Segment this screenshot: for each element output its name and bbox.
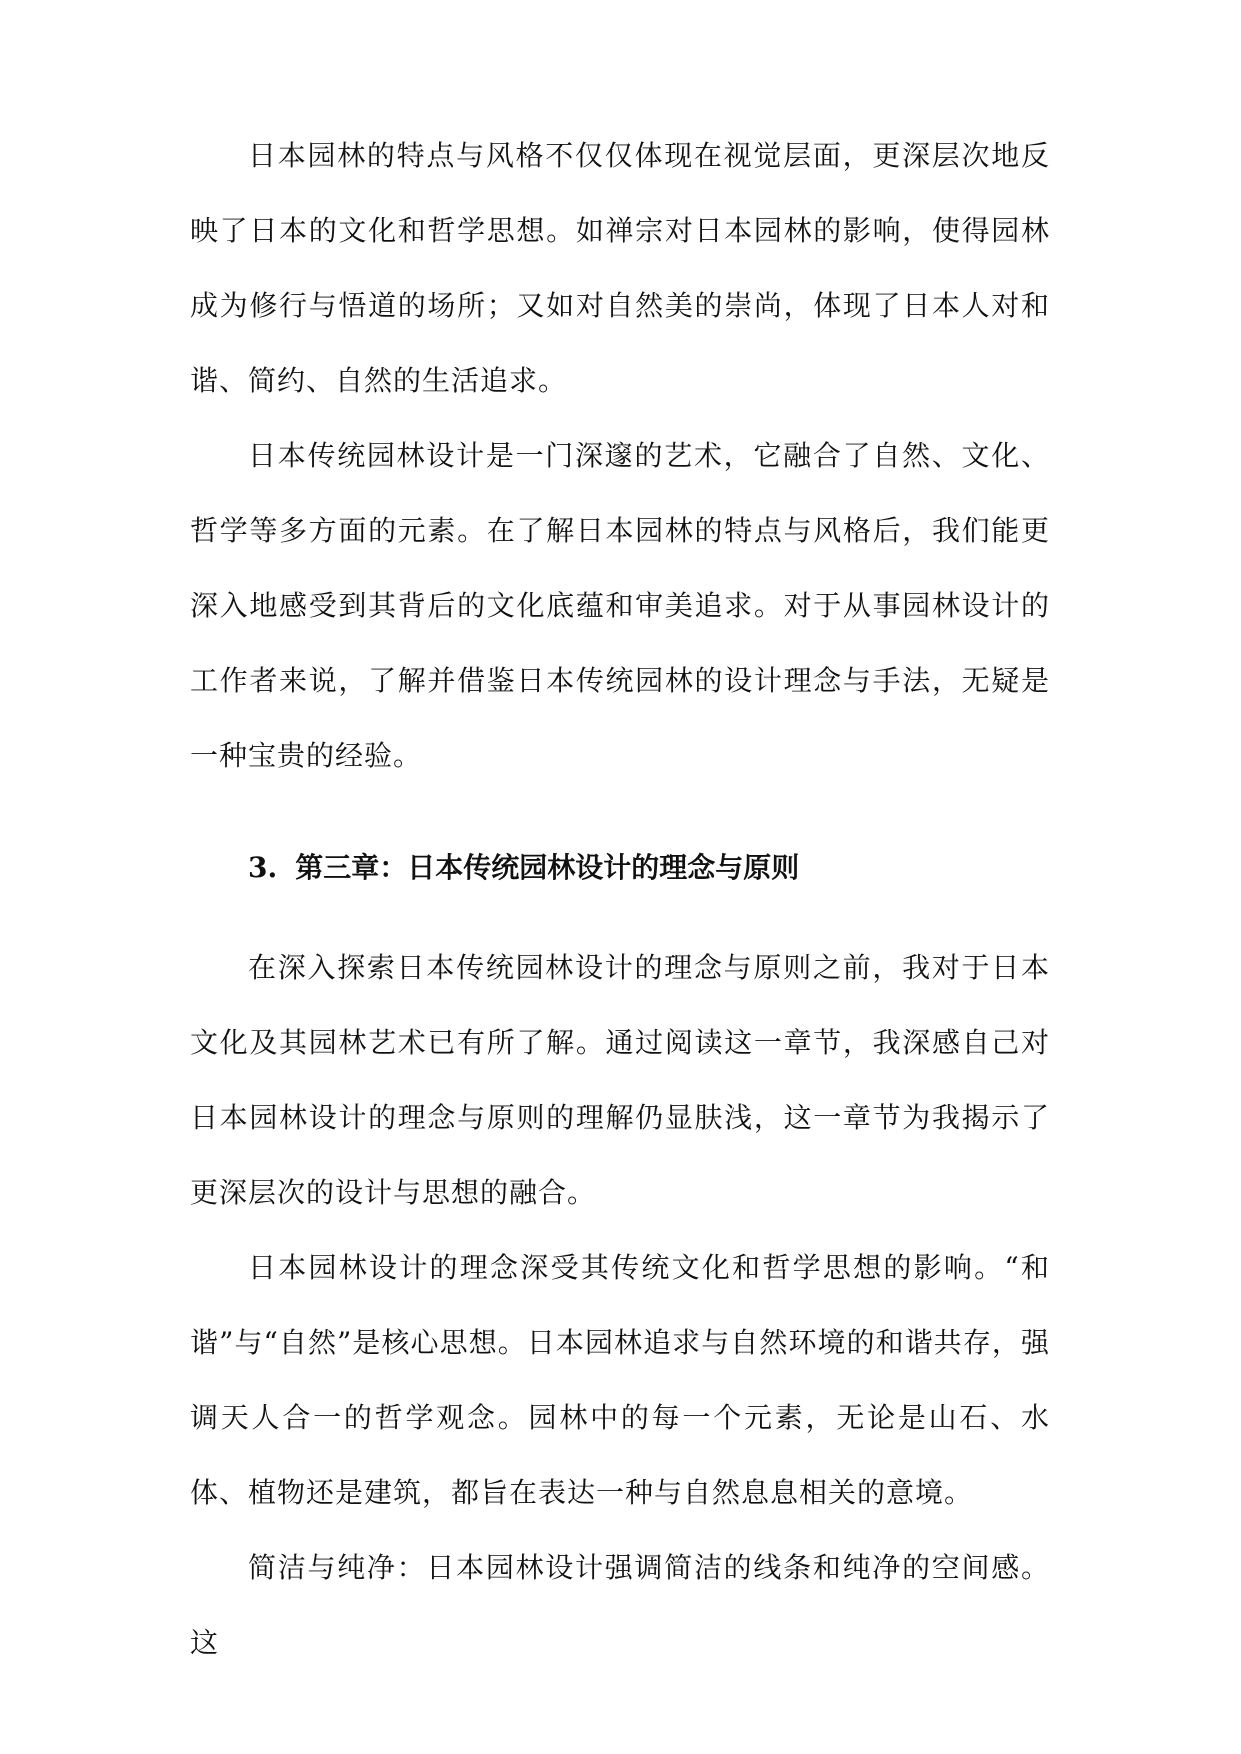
paragraph-4: 日本园林设计的理念深受其传统文化和哲学思想的影响。“和谐”与“自然”是核心思想。日本园林追求与自然环境的和谐共存，强调天人合一的哲学观念。园林中的每一个元素，无论是山石、水体、植物还是建筑，都旨在表达一种与自然息息相关的意境。 [190,1251,1050,1509]
chapter-heading [248,848,799,888]
chapter-title: 第三章：日本传统园林设计的理念与原则 [295,851,800,884]
paragraph-3: 在深入探索日本传统园林设计的理念与原则之前，我对于日本文化及其园林艺术已有所了解。通过阅读这一章节，我深感自己对日本园林设计的理念与原则的理解仍显肤浅，这一章节为我揭示了更深层次的设计与思想的融合。 [190,951,1050,1209]
paragraph-1: 日本园林的特点与风格不仅仅体现在视觉层面，更深层次地反映了日本的文化和哲学思想。如禅宗对日本园林的影响，使得园林成为修行与悟道的场所；又如对自然美的崇尚，体现了日本人对和谐、简约、自然的生活追求。 [190,139,1050,397]
paragraph-5: 简洁与纯净：日本园林设计强调简洁的线条和纯净的空间感。这 [190,1551,1050,1659]
chapter-number: 3. [248,851,278,884]
paragraph-2: 日本传统园林设计是一门深邃的艺术，它融合了自然、文化、哲学等多方面的元素。在了解日本园林的特点与风格后，我们能更深入地感受到其背后的文化底蕴和审美追求。对于从事园林设计的工作者来说，了解并借鉴日本传统园林的设计理念与手法，无疑是一种宝贵的经验。 [190,439,1050,772]
